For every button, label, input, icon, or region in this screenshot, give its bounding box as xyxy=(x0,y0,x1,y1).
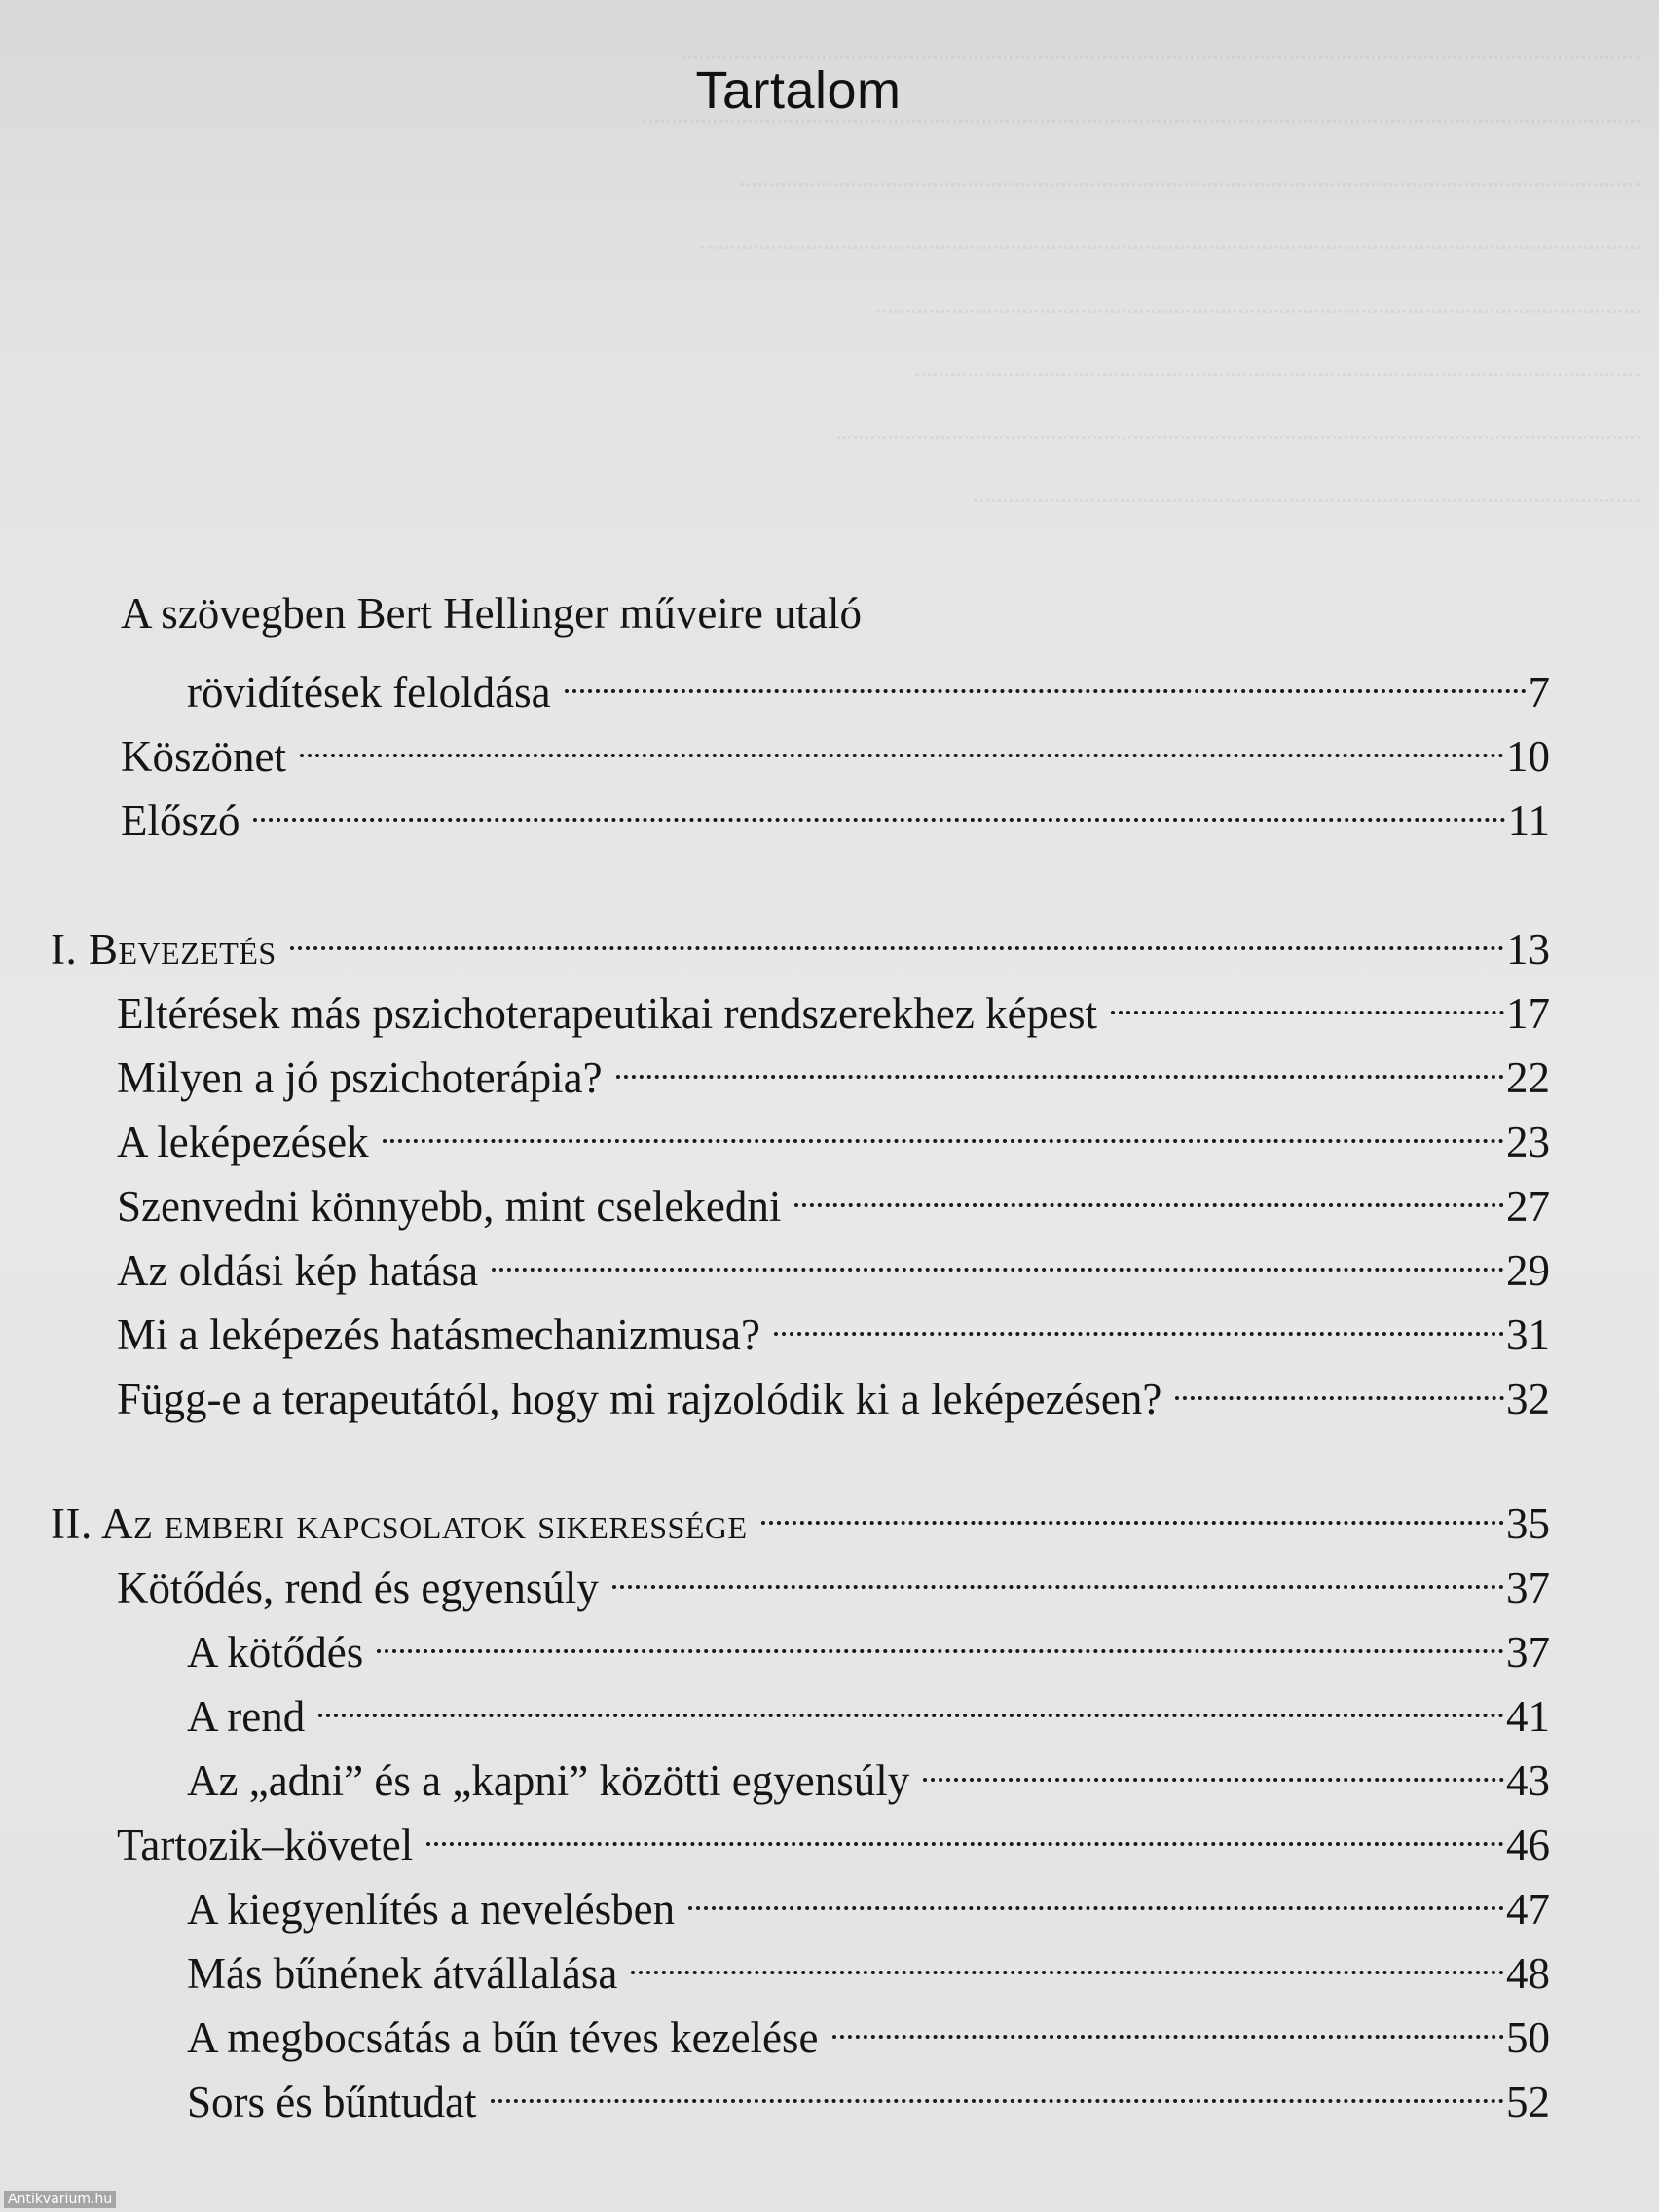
toc-entry-label: Szenvedni könnyebb, mint cselekedni xyxy=(117,1182,782,1231)
toc-entry-label: Milyen a jó pszichoterápia? xyxy=(117,1053,603,1102)
toc-page-number: 27 xyxy=(1506,1182,1550,1231)
toc-section-heading[interactable] xyxy=(51,905,1550,974)
toc-page-number: 13 xyxy=(1506,925,1550,974)
toc-entry-label: Tartozik–követel xyxy=(117,1821,414,1869)
toc-subentry[interactable] xyxy=(187,1737,1550,1805)
toc-entry-label: Az oldási kép hatása xyxy=(117,1246,479,1295)
toc-subentry[interactable] xyxy=(187,1865,1550,1934)
toc-subentry[interactable] xyxy=(187,2058,1550,2126)
leader-dots xyxy=(565,648,1527,707)
toc-page-number: 48 xyxy=(1506,1949,1550,1998)
toc-entry-label: A rend xyxy=(187,1692,306,1741)
leader-dots xyxy=(300,713,1504,771)
toc-entry-label: A kötődés xyxy=(187,1628,364,1677)
toc-entry[interactable] xyxy=(187,648,1550,717)
toc-page-number: 7 xyxy=(1528,668,1550,717)
leader-dots xyxy=(1111,970,1504,1028)
toc-entry-label: rövidítések feloldása xyxy=(187,668,551,717)
leader-dots xyxy=(253,777,1505,835)
leader-dots xyxy=(290,905,1504,964)
toc-page-number: 22 xyxy=(1506,1053,1550,1102)
toc-entry[interactable] xyxy=(117,1162,1550,1231)
leader-dots xyxy=(1175,1355,1504,1414)
leader-dots xyxy=(923,1737,1504,1795)
toc-subentry[interactable] xyxy=(187,1608,1550,1677)
toc-entry[interactable] xyxy=(117,1227,1550,1295)
toc-title: Tartalom xyxy=(695,61,902,120)
toc-section-heading[interactable] xyxy=(51,1480,1550,1548)
leader-dots xyxy=(832,1994,1504,2052)
toc-page-number: 50 xyxy=(1506,2013,1550,2062)
leader-dots xyxy=(383,1098,1504,1157)
leader-dots xyxy=(491,2058,1505,2117)
leader-dots xyxy=(616,1034,1504,1092)
toc-entry[interactable] xyxy=(117,1544,1550,1612)
toc-page-number: 35 xyxy=(1506,1499,1550,1548)
leader-dots xyxy=(688,1865,1504,1924)
toc-subentry[interactable] xyxy=(187,1994,1550,2062)
leader-dots xyxy=(794,1162,1504,1221)
toc-page-number: 37 xyxy=(1506,1628,1550,1677)
toc-entry-preface-abbreviations-line1: A szövegben Bert Hellinger műveire utaló xyxy=(121,589,863,638)
leader-dots xyxy=(492,1227,1504,1285)
toc-page-number: 37 xyxy=(1506,1564,1550,1612)
toc-entry-label: Az „adni” és a „kapni” közötti egyensúly xyxy=(187,1756,910,1805)
toc-section-label: II. Az emberi kapcsolatok sikeressége xyxy=(51,1499,748,1548)
toc-entry[interactable] xyxy=(117,1355,1550,1423)
toc-entry-label: A leképezések xyxy=(117,1118,369,1166)
toc-page-number: 31 xyxy=(1506,1310,1550,1359)
toc-entry[interactable] xyxy=(121,777,1550,845)
toc-page-number: 43 xyxy=(1506,1756,1550,1805)
leader-dots xyxy=(426,1801,1504,1860)
toc-page-number: 29 xyxy=(1506,1246,1550,1295)
leader-dots xyxy=(318,1673,1504,1731)
toc-entry-label: Sors és bűntudat xyxy=(187,2078,477,2126)
toc-page-number: 10 xyxy=(1506,732,1550,781)
leader-dots xyxy=(761,1480,1504,1538)
leader-dots xyxy=(612,1544,1504,1603)
leader-dots xyxy=(774,1291,1504,1349)
toc-entry[interactable] xyxy=(117,1034,1550,1102)
site-watermark: Antikvarium.hu xyxy=(4,2191,116,2208)
toc-subentry[interactable] xyxy=(187,1930,1550,1998)
toc-entry[interactable] xyxy=(121,713,1550,781)
toc-page-number: 32 xyxy=(1506,1375,1550,1423)
toc-page-number: 52 xyxy=(1506,2078,1550,2126)
toc-entry-label: Előszó xyxy=(121,796,240,845)
toc-entry[interactable] xyxy=(117,1291,1550,1359)
toc-section-label: I. Bevezetés xyxy=(51,925,276,974)
toc-page-number: 46 xyxy=(1506,1821,1550,1869)
toc-page-number: 41 xyxy=(1506,1692,1550,1741)
toc-entry-label: Függ-e a terapeutától, hogy mi rajzolódik ki a leképezésen? xyxy=(117,1375,1162,1423)
toc-entry-label: Más bűnének átvállalása xyxy=(187,1949,618,1998)
leader-dots xyxy=(377,1608,1504,1667)
toc-page-number: 11 xyxy=(1507,796,1550,845)
toc-entry-label: A megbocsátás a bűn téves kezelése xyxy=(187,2013,819,2062)
toc-entry-label: Eltérések más pszichoterapeutikai rendszerekhez képest xyxy=(117,989,1098,1038)
toc-subentry[interactable] xyxy=(187,1673,1550,1741)
toc-entry[interactable] xyxy=(117,1098,1550,1166)
toc-entry[interactable] xyxy=(117,1801,1550,1869)
toc-page-number: 47 xyxy=(1506,1885,1550,1934)
toc-page-number: 23 xyxy=(1506,1118,1550,1166)
toc-entry-label: Köszönet xyxy=(121,732,286,781)
toc-entry[interactable] xyxy=(117,970,1550,1038)
toc-page-number: 17 xyxy=(1506,989,1550,1038)
toc-entry-label: Mi a leképezés hatásmechanizmusa? xyxy=(117,1310,760,1359)
toc-entry-label: A kiegyenlítés a nevelésben xyxy=(187,1885,676,1934)
toc-entry-label: Kötődés, rend és egyensúly xyxy=(117,1564,599,1612)
leader-dots xyxy=(631,1930,1504,1988)
